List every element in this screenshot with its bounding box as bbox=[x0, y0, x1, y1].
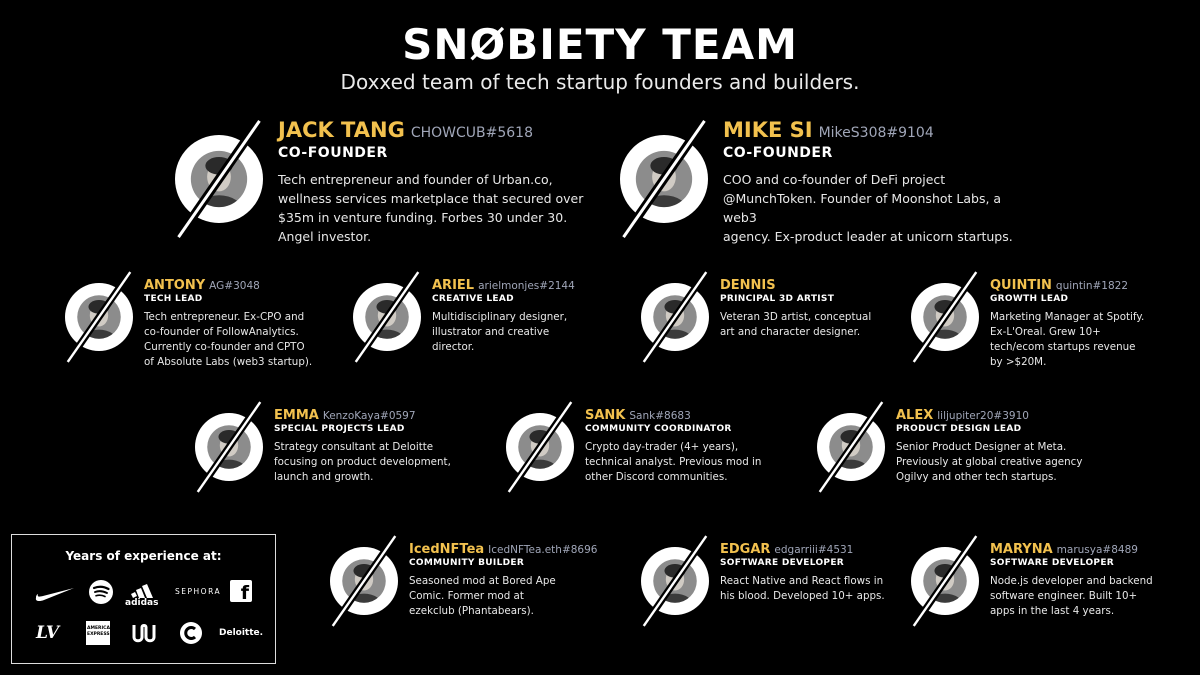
member-card-icednftea bbox=[323, 534, 623, 634]
deloitte-wordmark: Deloitte. bbox=[219, 628, 264, 638]
bio-line: by >$20M. bbox=[990, 356, 1047, 368]
discord-handle: Sank#8683 bbox=[629, 410, 691, 422]
sephora-wordmark: SEPHORA bbox=[175, 587, 222, 596]
snow-logo-svg bbox=[634, 270, 716, 364]
snow-logo-svg bbox=[904, 270, 986, 364]
bio-line: Tech entrepreneur. Ex-CPO and bbox=[144, 311, 305, 323]
member-role: COMMUNITY BUILDER bbox=[409, 558, 525, 568]
member-role: CO-FOUNDER bbox=[723, 145, 833, 161]
member-role: PRODUCT DESIGN LEAD bbox=[896, 424, 1022, 434]
bio-line: @MunchToken. Founder of Moonshot Labs, a web3 bbox=[723, 191, 1002, 225]
snow-logo-svg bbox=[634, 534, 716, 628]
experience-box bbox=[11, 534, 276, 664]
member-bio bbox=[896, 440, 1082, 485]
member-card-ariel bbox=[346, 270, 616, 380]
bio-line: launch and growth. bbox=[274, 471, 374, 483]
member-role: TECH LEAD bbox=[144, 294, 203, 304]
bio-line: of Absolute Labs (web3 startup). bbox=[144, 356, 313, 368]
bio-line: Crypto day-trader (4+ years), bbox=[585, 441, 739, 453]
snow-logo-avatar bbox=[188, 400, 270, 498]
member-bio bbox=[990, 574, 1153, 619]
member-bio bbox=[278, 170, 583, 246]
snow-logo-avatar bbox=[499, 400, 581, 498]
snow-logo-avatar bbox=[58, 270, 140, 368]
nike-icon bbox=[34, 585, 76, 603]
discord-handle: liljupiter20#3910 bbox=[937, 410, 1029, 422]
bio-line: co-founder of FollowAnalytics. bbox=[144, 326, 299, 338]
urban-icon bbox=[131, 621, 157, 645]
member-role: SOFTWARE DEVELOPER bbox=[990, 558, 1114, 568]
bio-line: his blood. Developed 10+ apps. bbox=[720, 590, 885, 602]
member-card-mike-si bbox=[610, 118, 1030, 248]
bio-line: other Discord communities. bbox=[585, 471, 728, 483]
bio-line: Angel investor. bbox=[278, 229, 372, 244]
bio-line: $35m in venture funding. Forbes 30 under 30. bbox=[278, 210, 568, 225]
snow-logo-svg bbox=[499, 400, 581, 494]
snow-logo-avatar bbox=[323, 534, 405, 632]
spotify-icon bbox=[88, 579, 114, 605]
discord-handle: KenzoKaya#0597 bbox=[322, 410, 416, 422]
facebook-letter: f bbox=[240, 582, 249, 604]
member-name: MARYNA bbox=[990, 542, 1053, 557]
experience-title: Years of experience at: bbox=[65, 549, 222, 563]
snow-logo-avatar bbox=[165, 118, 273, 244]
bio-line: Previously at global creative agency bbox=[896, 456, 1083, 468]
bio-line: illustrator and creative bbox=[432, 326, 550, 338]
snow-logo-svg bbox=[904, 534, 986, 628]
member-role: CO-FOUNDER bbox=[278, 145, 388, 161]
snow-logo-avatar bbox=[610, 118, 718, 244]
member-name: DENNIS bbox=[720, 278, 776, 293]
member-card-dennis bbox=[634, 270, 904, 380]
discord-handle: arielmonjes#2144 bbox=[478, 280, 575, 292]
bio-line: Veteran 3D artist, conceptual bbox=[720, 311, 872, 323]
member-bio bbox=[723, 170, 1030, 246]
member-bio bbox=[720, 310, 871, 340]
member-name: ANTONY bbox=[144, 278, 206, 293]
member-role: GROWTH LEAD bbox=[990, 294, 1069, 304]
member-role: SPECIAL PROJECTS LEAD bbox=[274, 424, 405, 434]
bio-line: Seasoned mod at Bored Ape bbox=[409, 575, 556, 587]
bio-line: apps in the last 4 years. bbox=[990, 605, 1115, 617]
snow-logo-svg bbox=[58, 270, 140, 364]
member-bio bbox=[144, 310, 312, 370]
snow-logo-svg bbox=[346, 270, 428, 364]
bio-line: Tech entrepreneur and founder of Urban.co, bbox=[278, 172, 553, 187]
member-card-maryna bbox=[904, 534, 1174, 634]
member-card-quintin bbox=[904, 270, 1174, 380]
member-card-jack-tang bbox=[165, 118, 585, 248]
bio-line: COO and co-founder of DeFi project bbox=[723, 172, 946, 187]
discord-handle: marusya#8489 bbox=[1056, 544, 1138, 556]
bio-line: Strategy consultant at Deloitte bbox=[274, 441, 434, 453]
foodpanda-icon bbox=[179, 621, 203, 645]
page-title: SNØBIETY TEAM bbox=[402, 20, 798, 69]
bio-line: Ogilvy and other tech startups. bbox=[896, 471, 1057, 483]
member-bio bbox=[990, 310, 1144, 370]
adidas-wordmark: adidas bbox=[125, 598, 159, 608]
bio-line: technical analyst. Previous mod in bbox=[585, 456, 762, 468]
bio-line: Multidisciplinary designer, bbox=[432, 311, 568, 323]
member-name: MIKE SI bbox=[723, 118, 813, 142]
snow-logo-avatar bbox=[904, 270, 986, 368]
snow-logo-avatar bbox=[346, 270, 428, 368]
snow-logo-svg bbox=[165, 118, 273, 240]
discord-handle: IcedNFTea.eth#8696 bbox=[488, 544, 598, 556]
facebook-icon bbox=[230, 580, 252, 602]
bio-line: Ex-L'Oreal. Grew 10+ bbox=[990, 326, 1101, 338]
bio-line: Senior Product Designer at Meta. bbox=[896, 441, 1067, 453]
page-subtitle: Doxxed team of tech startup founders and builders. bbox=[340, 70, 860, 94]
member-bio bbox=[432, 310, 575, 355]
member-bio bbox=[274, 440, 451, 485]
bio-line: software engineer. Built 10+ bbox=[990, 590, 1138, 602]
member-name: ALEX bbox=[896, 408, 934, 423]
member-role: CREATIVE LEAD bbox=[432, 294, 514, 304]
bio-line: agency. Ex-product leader at unicorn startups. bbox=[723, 229, 1013, 244]
bio-line: tech/ecom startups revenue bbox=[990, 341, 1136, 353]
bio-line: ezekclub (Phantabears). bbox=[409, 605, 534, 617]
member-name: EMMA bbox=[274, 408, 319, 423]
member-card-emma bbox=[188, 400, 488, 500]
member-card-edgar bbox=[634, 534, 904, 634]
snow-logo-svg bbox=[810, 400, 892, 494]
discord-handle: CHOWCUB#5618 bbox=[410, 125, 533, 141]
member-name: QUINTIN bbox=[990, 278, 1052, 293]
member-card-sank bbox=[499, 400, 799, 500]
snow-logo-svg bbox=[610, 118, 718, 240]
member-name: JACK TANG bbox=[278, 118, 405, 142]
bio-line: React Native and React flows in bbox=[720, 575, 884, 587]
member-card-alex bbox=[810, 400, 1110, 500]
discord-handle: AG#3048 bbox=[209, 280, 260, 292]
member-name: IcedNFTea bbox=[409, 542, 485, 557]
member-name: EDGAR bbox=[720, 542, 771, 557]
member-bio bbox=[409, 574, 597, 619]
discord-handle: edgarriii#4531 bbox=[774, 544, 854, 556]
snow-logo-svg bbox=[323, 534, 405, 628]
member-role: COMMUNITY COORDINATOR bbox=[585, 424, 732, 434]
bio-line: wellness services marketplace that secured over bbox=[278, 191, 584, 206]
snow-logo-avatar bbox=[634, 270, 716, 368]
american-express-icon bbox=[86, 621, 114, 645]
bio-line: Currently co-founder and CPTO bbox=[144, 341, 305, 353]
member-bio bbox=[720, 574, 885, 604]
snow-logo-avatar bbox=[904, 534, 986, 632]
bio-line: Node.js developer and backend bbox=[990, 575, 1153, 587]
amex-wordmark: AMERICAN EXPRESS bbox=[87, 626, 114, 637]
bio-line: art and character designer. bbox=[720, 326, 861, 338]
bio-line: Comic. Former mod at bbox=[409, 590, 524, 602]
member-card-antony bbox=[58, 270, 328, 380]
louis-vuitton-icon: LV bbox=[36, 623, 60, 643]
snow-logo-avatar bbox=[634, 534, 716, 632]
discord-handle: quintin#1822 bbox=[1055, 280, 1129, 292]
member-name: ARIEL bbox=[432, 278, 475, 293]
bio-line: Marketing Manager at Spotify. bbox=[990, 311, 1145, 323]
member-role: SOFTWARE DEVELOPER bbox=[720, 558, 844, 568]
snow-logo-svg bbox=[188, 400, 270, 494]
member-bio bbox=[585, 440, 761, 485]
member-name: SANK bbox=[585, 408, 626, 423]
member-role: PRINCIPAL 3D ARTIST bbox=[720, 294, 835, 304]
bio-line: focusing on product development, bbox=[274, 456, 451, 468]
snow-logo-avatar bbox=[810, 400, 892, 498]
bio-line: director. bbox=[432, 341, 475, 353]
discord-handle: MikeS308#9104 bbox=[818, 125, 934, 141]
